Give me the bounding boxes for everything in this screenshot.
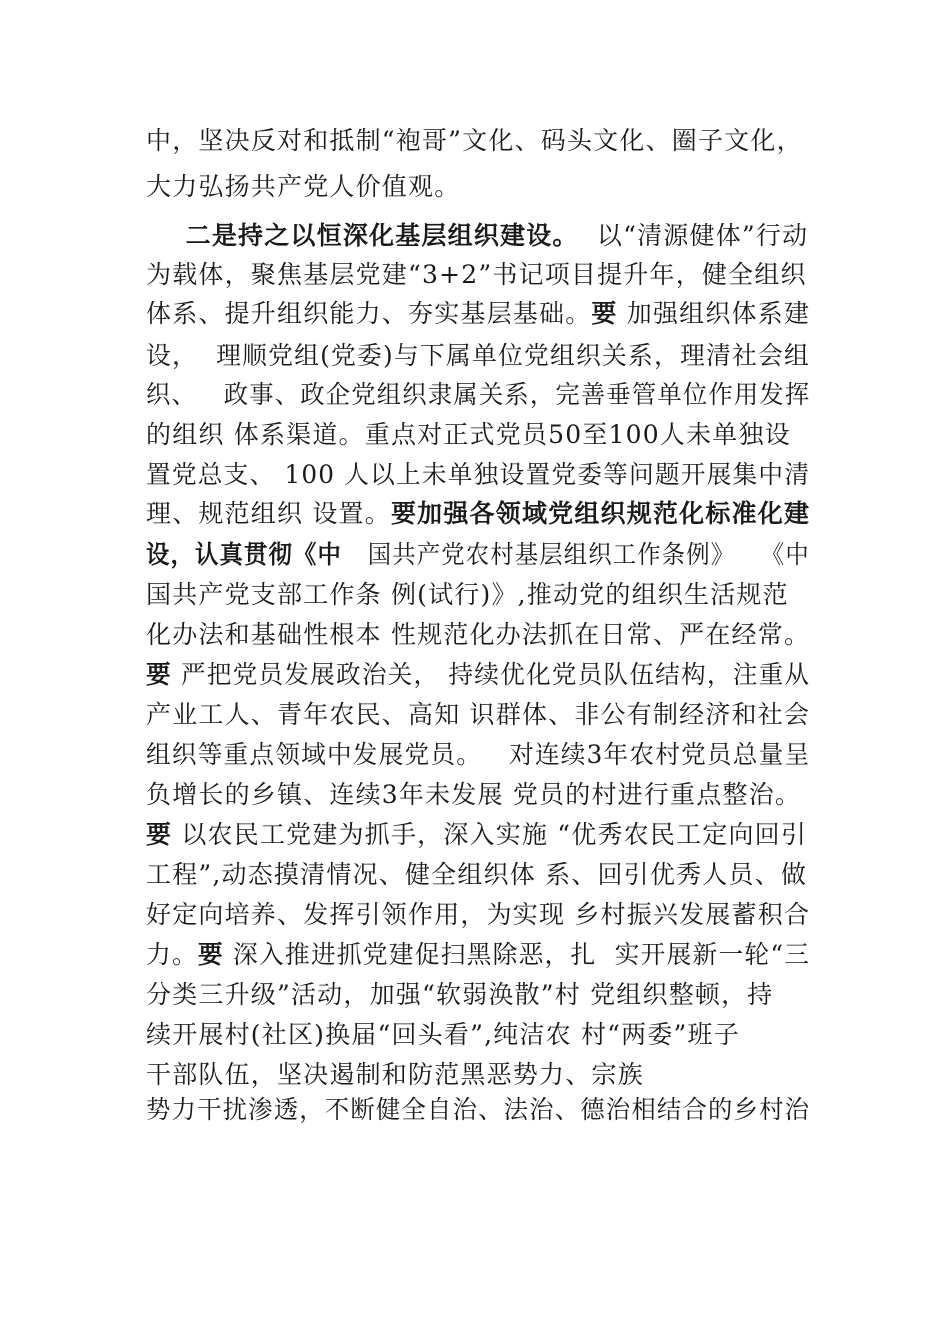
text-segment: 要 [591,299,618,328]
text-line [146,1093,810,1127]
text-segment: 负增长的乡镇、连续3年未发展 党员的村进行重点整治。 [146,780,802,809]
text-segment: 织、 政事、政企党组织隶属关系，完善垂管单位作用发挥 [146,380,811,409]
text-segment: 以“清源健体”行动 [578,221,809,250]
text-segment: 工程”,动态摸清情况、健全组织体 系、回引优秀人员、做 [146,860,808,889]
text-segment: 要 [197,940,224,969]
text-line [146,378,810,412]
text-line [146,898,810,932]
text-segment: 设，认真贯彻《中 [146,540,343,569]
text-segment: 体系、提升组织能力、夯实基层基础。 [146,299,592,328]
text-segment: 的组织 体系渠道。重点对正式党员50至100人未单独设 [146,420,791,449]
text-line [146,618,810,652]
text-line [146,978,774,1012]
text-segment: 深入推进抓党建促扫黑除恶，扎 实开展新一轮“三 [223,940,811,969]
text-segment: 干部队伍，坚决遏制和防范黑恶势力、宗族 [146,1060,644,1089]
text-segment: 好定向培养、发挥引领作用，为实现 乡村振兴发展蓄积合 [146,900,811,929]
text-line [146,738,810,772]
text-segment: 要 [146,660,172,689]
text-segment: 产业工人、青年农民、高知 识群体、非公有制经济和社会 [146,700,811,729]
text-segment: 大力弘扬共产党人价值观。 [146,172,461,201]
text-segment: 要 [146,820,173,849]
text-segment: 理、规范组织 设置。 [146,499,391,528]
text-segment: 力。 [146,940,198,969]
text-segment: 续开展村(社区)换届“回头看”,纯洁农 村“两委”班子 [146,1020,740,1049]
text-line [146,938,810,972]
text-line [146,170,460,204]
text-segment: 分类三升级”活动，加强“软弱涣散”村 党组织整顿，持 [146,980,774,1009]
text-segment: 二是持之以恒深化基层组织建设。 [146,221,579,250]
text-segment: 加强组织体系建 [617,299,811,328]
text-segment: 以农民工党建为抓手，深入实施 “优秀农民工定向回引 [172,820,808,849]
text-segment: 中，坚决反对和抵制“袍哥”文化、码头文化、圈子文化， [146,126,803,155]
text-line [146,339,810,373]
text-line [146,778,801,812]
text-line [146,1058,644,1092]
text-segment: 势力干扰渗透，不断健全自治、法治、德治相结合的乡村治 [146,1095,811,1124]
text-line [146,538,810,572]
text-segment: 严把党员发展政治关， 持续优化党员队伍结构，注重从 [171,660,811,689]
text-line [146,258,807,292]
text-segment: 为载体，聚焦基层党建“3+2”书记项目提升年，健全组织 [146,260,807,289]
text-segment: 要加强各领域党组织规范化标准化建 [390,499,811,528]
text-segment: 国共产党支部工作条 例(试行)》,推动党的组织生活规范 [146,580,789,609]
text-line [146,658,810,692]
text-segment: 组织等重点领域中发展党员。 对连续3年农村党员总量呈 [146,740,811,769]
text-line [146,219,808,253]
text-line [146,124,803,158]
text-segment: 化办法和基础性根本 性规范化办法抓在日常、严在经常。 [146,620,811,649]
text-line [146,578,789,612]
text-line [146,1018,740,1052]
text-line [146,297,810,331]
text-segment: 国共产党农村基层组织工作条例》 《中 [342,540,810,569]
text-line [146,858,807,892]
text-line [146,418,791,452]
text-line [146,458,810,492]
text-segment: 设， 理顺党组(党委)与下属单位党组织关系，理清社会组 [146,341,810,370]
text-line [146,818,807,852]
text-segment: 置党总支、 100 人以上未单独设置党委等问题开展集中清 [146,460,811,489]
text-line [146,497,810,531]
text-line [146,698,810,732]
